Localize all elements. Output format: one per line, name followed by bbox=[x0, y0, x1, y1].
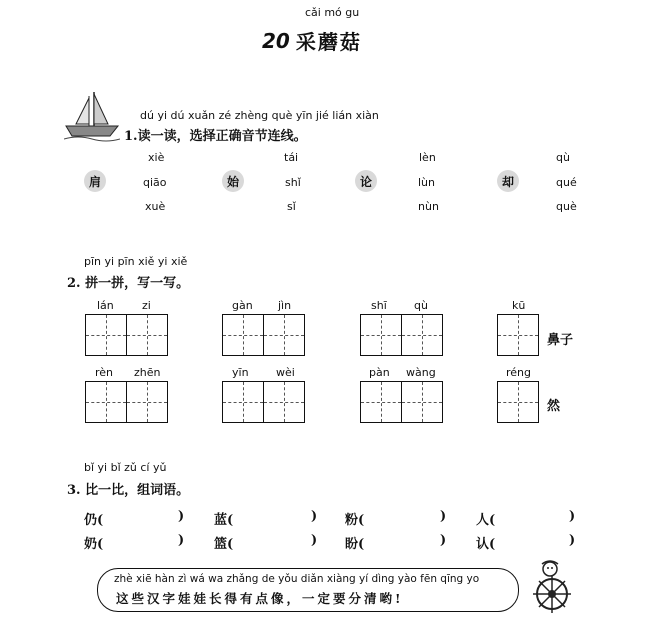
page-title bbox=[262, 26, 362, 55]
q1-char-jian: 肩 bbox=[84, 170, 106, 192]
q2-item-pinyin: qù bbox=[414, 299, 428, 312]
q2-prompt: 2. 拼一拼，写一写。 bbox=[67, 276, 190, 291]
title-pinyin: cǎi mó gu bbox=[305, 6, 360, 19]
lesson-number: 20 bbox=[262, 28, 290, 53]
q1-option[interactable]: lèn bbox=[419, 151, 436, 164]
q2-suffix: 然 bbox=[547, 399, 561, 414]
q2-item-pinyin: yīn bbox=[232, 366, 249, 379]
q2-item-pinyin: rèn bbox=[95, 366, 114, 379]
q3-char: 仍( bbox=[84, 513, 104, 528]
q1-prompt: 1.读一读，选择正确音节连线。 bbox=[124, 129, 307, 144]
q3-char: 奶( bbox=[84, 537, 104, 552]
writing-grid[interactable] bbox=[497, 381, 539, 423]
q1-option[interactable]: qiāo bbox=[143, 176, 167, 189]
q3-char: 盼( bbox=[345, 537, 365, 552]
q2-item-pinyin: wàng bbox=[406, 366, 436, 379]
q2-item-pinyin: gàn bbox=[232, 299, 253, 312]
q1-option[interactable]: nùn bbox=[418, 200, 439, 213]
q1-char-shi: 始 bbox=[222, 170, 244, 192]
banner-pinyin: zhè xiē hàn zì wá wa zhǎng de yǒu diǎn xiàng yí dìng yào fēn qīng yo bbox=[114, 573, 480, 585]
q3-char: 蓝( bbox=[214, 513, 234, 528]
writing-grid[interactable] bbox=[222, 314, 305, 356]
q3-paren: ) bbox=[569, 533, 576, 548]
q2-item-pinyin: jìn bbox=[278, 299, 292, 312]
q2-item-pinyin: lán bbox=[97, 299, 114, 312]
q1-char-que: 却 bbox=[497, 170, 519, 192]
q2-item-pinyin: shī bbox=[371, 299, 387, 312]
q3-char: 篮( bbox=[214, 537, 234, 552]
q1-option[interactable]: xuè bbox=[145, 200, 166, 213]
q3-paren: ) bbox=[178, 533, 185, 548]
q2-item-pinyin: wèi bbox=[276, 366, 295, 379]
q1-option[interactable]: xiè bbox=[148, 151, 165, 164]
q1-option[interactable]: lùn bbox=[418, 176, 435, 189]
q1-option[interactable]: qù bbox=[556, 151, 570, 164]
writing-grid[interactable] bbox=[497, 314, 539, 356]
q3-char: 认( bbox=[476, 537, 496, 552]
q3-char: 粉( bbox=[345, 513, 365, 528]
q2-pinyin: pīn yi pīn xiě yi xiě bbox=[84, 255, 188, 268]
writing-grid[interactable] bbox=[222, 381, 305, 423]
banner-text: 这些汉字娃娃长得有点像，一定要分清哟! bbox=[116, 591, 404, 606]
q1-char-lun: 论 bbox=[355, 170, 377, 192]
q2-suffix: 鼻子 bbox=[547, 333, 574, 348]
q3-pinyin: bǐ yi bǐ zǔ cí yǔ bbox=[84, 461, 167, 474]
q2-item-pinyin: pàn bbox=[369, 366, 390, 379]
q1-option[interactable]: tái bbox=[284, 151, 299, 164]
child-ship-wheel-icon bbox=[520, 558, 580, 616]
q2-item-pinyin: zi bbox=[142, 299, 151, 312]
q1-pinyin: dú yi dú xuǎn zé zhèng què yīn jié lián xiàn bbox=[140, 109, 379, 122]
writing-grid[interactable] bbox=[360, 314, 443, 356]
q3-paren: ) bbox=[569, 509, 576, 524]
writing-grid[interactable] bbox=[85, 381, 168, 423]
q2-item-pinyin: kū bbox=[512, 299, 526, 312]
q1-option[interactable]: què bbox=[556, 200, 577, 213]
sailboat-icon bbox=[64, 90, 120, 142]
q3-prompt: 3. 比一比，组词语。 bbox=[67, 483, 190, 498]
lesson-title: 采蘑菇 bbox=[295, 30, 362, 54]
q1-option[interactable]: qué bbox=[556, 176, 577, 189]
q1-option[interactable]: shǐ bbox=[285, 176, 301, 189]
q3-paren: ) bbox=[311, 533, 318, 548]
q2-item-pinyin: réng bbox=[506, 366, 532, 379]
q3-paren: ) bbox=[440, 509, 447, 524]
writing-grid[interactable] bbox=[85, 314, 168, 356]
q2-item-pinyin: zhēn bbox=[134, 366, 161, 379]
writing-grid[interactable] bbox=[360, 381, 443, 423]
q3-char: 人( bbox=[476, 513, 496, 528]
q3-paren: ) bbox=[311, 509, 318, 524]
q3-paren: ) bbox=[178, 509, 185, 524]
q1-option[interactable]: sǐ bbox=[287, 200, 296, 213]
q3-paren: ) bbox=[440, 533, 447, 548]
